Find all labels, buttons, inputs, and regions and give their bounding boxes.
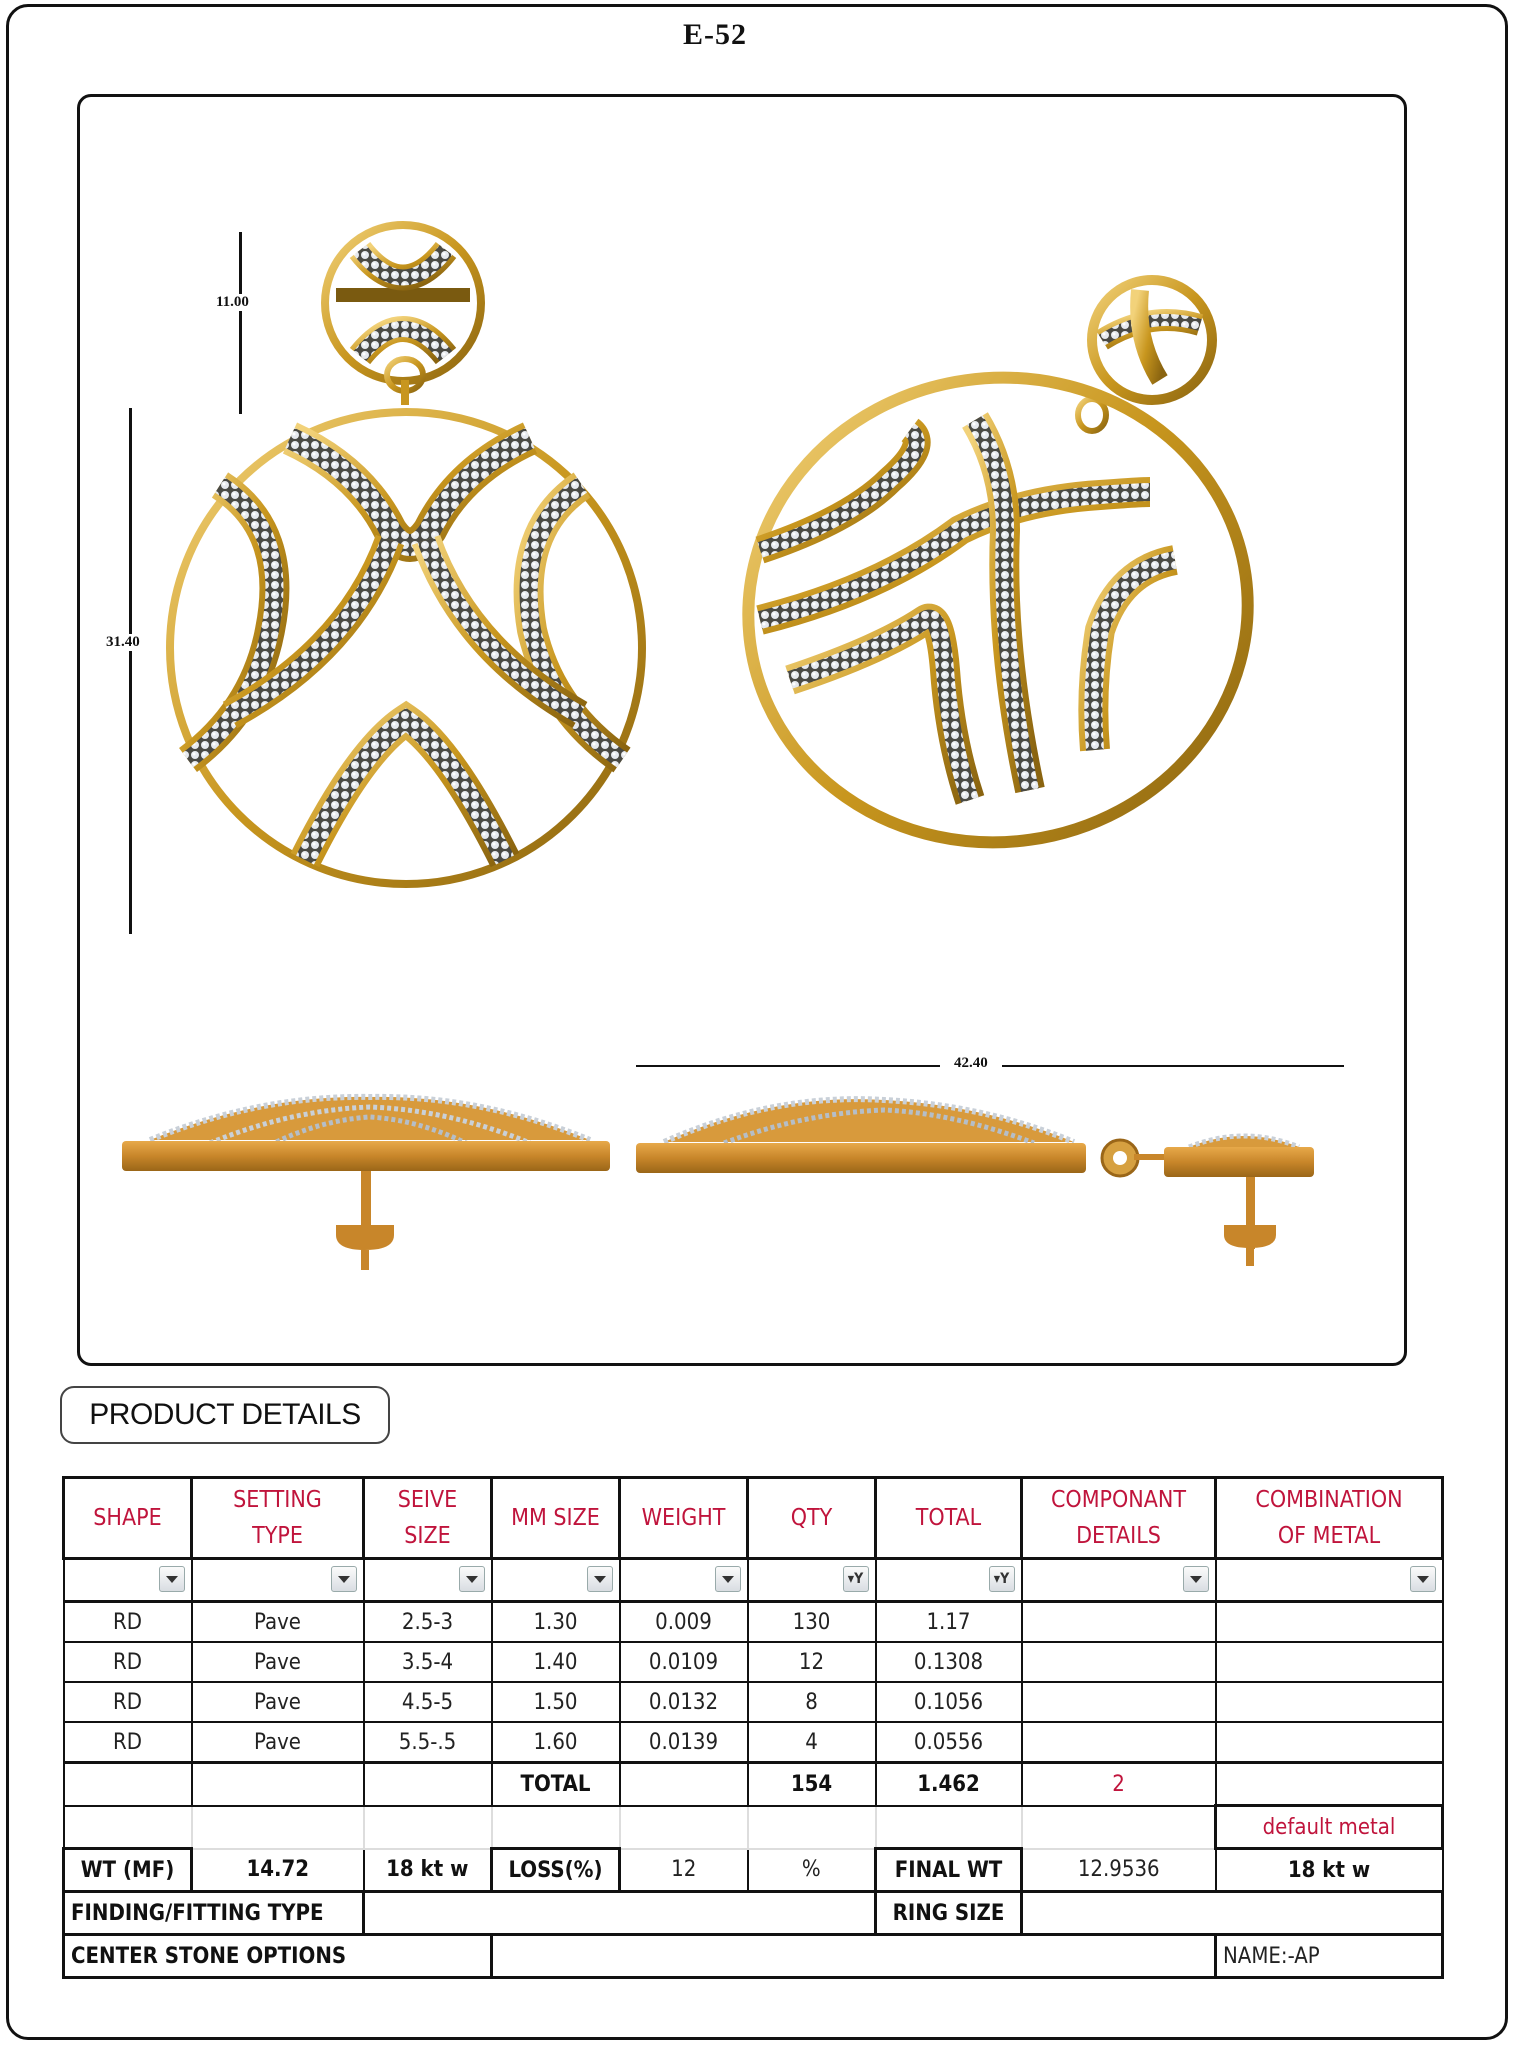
cell-mm: 1.30: [492, 1602, 620, 1643]
cell-shape: RD: [64, 1722, 192, 1763]
table-row: [64, 1682, 1443, 1722]
final-metal: 18 kt w: [1216, 1849, 1443, 1892]
perspective-view-earring: [730, 270, 1290, 870]
cell-shape: RD: [64, 1682, 192, 1722]
totals-component: 2: [1022, 1763, 1216, 1806]
cell-shape: RD: [64, 1642, 192, 1682]
column-header-total: TOTAL: [876, 1478, 1022, 1559]
table-row: [64, 1602, 1443, 1643]
cell-component: [1022, 1602, 1216, 1643]
cell-setting: Pave: [192, 1682, 364, 1722]
wt-metal: 18 kt w: [364, 1849, 492, 1892]
dropdown-arrow-icon: [1417, 1576, 1429, 1583]
wt-mf-label: WT (MF): [64, 1849, 192, 1892]
table-header-row: [64, 1478, 1443, 1559]
dropdown-arrow-icon: [1190, 1576, 1202, 1583]
cell-qty: 4: [748, 1722, 876, 1763]
totals-row: [64, 1763, 1443, 1806]
cell-setting: Pave: [192, 1722, 364, 1763]
dropdown-arrow-icon: [166, 1576, 178, 1583]
dimension-label-top-height: 11.00: [216, 294, 249, 310]
dimension-label-width: 42.40: [940, 1055, 1002, 1072]
cell-setting: Pave: [192, 1642, 364, 1682]
loss-unit: %: [748, 1849, 876, 1892]
default-metal-row: [64, 1806, 1443, 1849]
totals-label: TOTAL: [492, 1763, 620, 1806]
product-details-table: [62, 1476, 1444, 1979]
cell-seive: 3.5-4: [364, 1642, 492, 1682]
totals-total: 1.462: [876, 1763, 1022, 1806]
cell-weight: 0.009: [620, 1602, 748, 1643]
cell-total: 0.1056: [876, 1682, 1022, 1722]
filter-active-total[interactable]: [989, 1566, 1015, 1592]
column-header-weight: WEIGHT: [620, 1478, 748, 1559]
dimension-line-body-height: [129, 408, 132, 934]
column-header-shape: SHAPE: [64, 1478, 192, 1559]
cell-weight: 0.0132: [620, 1682, 748, 1722]
cell-component: [1022, 1722, 1216, 1763]
cell-total: 1.17: [876, 1602, 1022, 1643]
name-label: NAME:-AP: [1216, 1935, 1443, 1978]
dropdown-arrow-icon: [594, 1576, 606, 1583]
wt-mf-value: 14.72: [192, 1849, 364, 1892]
column-header-qty: QTY: [748, 1478, 876, 1559]
product-details-heading: PRODUCT DETAILS: [60, 1386, 390, 1444]
cell-seive: 5.5-.5: [364, 1722, 492, 1763]
cell-component: [1022, 1642, 1216, 1682]
center-stone-value: [492, 1935, 1216, 1978]
front-view-earring: [160, 230, 660, 890]
filter-dropdown-setting-type[interactable]: [331, 1566, 357, 1592]
ring-size-label: RING SIZE: [876, 1892, 1022, 1935]
default-metal-label: default metal: [1216, 1806, 1443, 1849]
cell-total: 0.0556: [876, 1722, 1022, 1763]
column-header-seive-size: SEIVE SIZE: [364, 1478, 492, 1559]
dimension-label-body-height: 31.40: [106, 634, 140, 650]
column-header-setting-type: SETTING TYPE: [192, 1478, 364, 1559]
finding-row: [64, 1892, 1443, 1935]
cell-total: 0.1308: [876, 1642, 1022, 1682]
side-view-earring: [120, 1085, 620, 1285]
finding-type-label: FINDING/FITTING TYPE: [64, 1892, 364, 1935]
weight-row: [64, 1849, 1443, 1892]
finding-type-value: [364, 1892, 876, 1935]
filter-dropdown-shape[interactable]: [159, 1566, 185, 1592]
loss-value: 12: [620, 1849, 748, 1892]
filter-dropdown-mm-size[interactable]: [587, 1566, 613, 1592]
cell-weight: 0.0109: [620, 1642, 748, 1682]
final-wt-label: FINAL WT: [876, 1849, 1022, 1892]
column-header-mm-size: MM SIZE: [492, 1478, 620, 1559]
filter-dropdown-combination-of-metal[interactable]: [1410, 1566, 1436, 1592]
cell-metal: [1216, 1642, 1443, 1682]
filter-dropdown-weight[interactable]: [715, 1566, 741, 1592]
cell-component: [1022, 1682, 1216, 1722]
cell-metal: [1216, 1602, 1443, 1643]
filter-funnel-icon: ▾Y: [847, 1571, 864, 1587]
column-header-combination-of-metal: COMBINATION OF METAL: [1216, 1478, 1443, 1559]
document-title: E-52: [683, 18, 747, 51]
column-header-component-details: COMPONANT DETAILS: [1022, 1478, 1216, 1559]
final-wt-value: 12.9536: [1022, 1849, 1216, 1892]
cell-qty: 130: [748, 1602, 876, 1643]
cell-metal: [1216, 1722, 1443, 1763]
filter-dropdown-seive-size[interactable]: [459, 1566, 485, 1592]
filter-dropdown-component-details[interactable]: [1183, 1566, 1209, 1592]
loss-label: LOSS(%): [492, 1849, 620, 1892]
cell-seive: 4.5-5: [364, 1682, 492, 1722]
filter-active-qty[interactable]: [843, 1566, 869, 1592]
center-stone-row: [64, 1935, 1443, 1978]
dropdown-arrow-icon: [338, 1576, 350, 1583]
cell-setting: Pave: [192, 1602, 364, 1643]
filter-funnel-icon: ▾Y: [993, 1571, 1010, 1587]
table-row: [64, 1722, 1443, 1763]
cell-shape: RD: [64, 1602, 192, 1643]
cell-mm: 1.40: [492, 1642, 620, 1682]
cell-qty: 12: [748, 1642, 876, 1682]
cell-weight: 0.0139: [620, 1722, 748, 1763]
cell-mm: 1.60: [492, 1722, 620, 1763]
side-view-extended-earring: [634, 1085, 1354, 1285]
cell-seive: 2.5-3: [364, 1602, 492, 1643]
cell-metal: [1216, 1682, 1443, 1722]
center-stone-label: CENTER STONE OPTIONS: [64, 1935, 492, 1978]
cell-qty: 8: [748, 1682, 876, 1722]
filter-row: [64, 1559, 1443, 1602]
table-row: [64, 1642, 1443, 1682]
ring-size-value: [1022, 1892, 1443, 1935]
dropdown-arrow-icon: [722, 1576, 734, 1583]
totals-qty: 154: [748, 1763, 876, 1806]
dropdown-arrow-icon: [466, 1576, 478, 1583]
cell-mm: 1.50: [492, 1682, 620, 1722]
